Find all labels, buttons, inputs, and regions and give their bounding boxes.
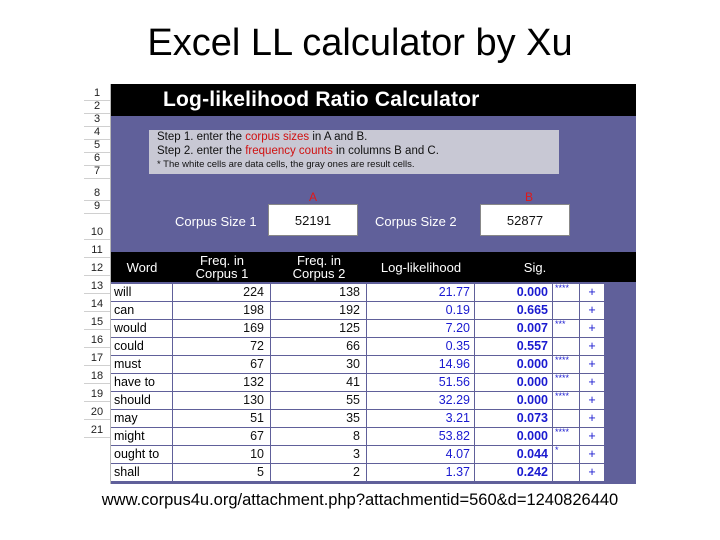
table-row (111, 356, 636, 374)
step1-suffix: in A and B. (309, 131, 368, 143)
cell-freq2[interactable]: 30 (271, 356, 366, 373)
row-number: 20 (84, 402, 110, 420)
row-number: 19 (84, 384, 110, 402)
header-sig: Sig. (523, 259, 547, 275)
row-number: 1 (84, 84, 110, 101)
table-row (111, 446, 636, 464)
cell-freq2[interactable]: 3 (271, 446, 366, 463)
table-row (111, 302, 636, 320)
cell-sig: 0.000 (475, 356, 552, 373)
step2-text: Step 2. enter the (157, 145, 246, 157)
cell-sig: 0.007 (475, 320, 552, 337)
cell-ll: 51.56 (367, 374, 474, 391)
cell-sig: 0.000 (475, 284, 552, 301)
column-a-label: A (308, 190, 317, 204)
column-b-label: B (524, 190, 533, 204)
table-row (111, 392, 636, 410)
cell-sig: 0.073 (475, 410, 552, 427)
header-freq1 (173, 252, 271, 282)
cell-direction: + (580, 410, 604, 427)
cell-stars (553, 338, 579, 355)
row-number: 11 (84, 240, 110, 258)
row-number-column (84, 84, 111, 484)
row-number: 6 (84, 153, 110, 166)
cell-word[interactable]: can (111, 302, 172, 319)
cell-ll: 0.35 (367, 338, 474, 355)
cell-sig: 0.044 (475, 446, 552, 463)
calculator-title: Log-likelihood Ratio Calculator (163, 88, 480, 111)
cell-stars: **** (553, 374, 579, 391)
table-row (111, 428, 636, 446)
corpus-size-1-label: Corpus Size 1 (175, 214, 257, 229)
cell-freq1[interactable]: 132 (173, 374, 270, 391)
cell-direction: + (580, 302, 604, 319)
cell-word[interactable]: shall (111, 464, 172, 481)
row-number: 7 (84, 166, 110, 179)
cell-stars (553, 410, 579, 427)
cell-direction: + (580, 338, 604, 355)
calculator-panel (111, 84, 636, 484)
cell-sig: 0.000 (475, 374, 552, 391)
cell-ll: 4.07 (367, 446, 474, 463)
table-row (111, 464, 636, 482)
cell-word[interactable]: might (111, 428, 172, 445)
step1-highlight: corpus sizes (245, 131, 310, 143)
cell-sig: 0.242 (475, 464, 552, 481)
row-number: 5 (84, 140, 110, 153)
table-row (111, 410, 636, 428)
cell-sig: 0.000 (475, 428, 552, 445)
step2-suffix: in columns B and C. (332, 145, 439, 157)
cell-freq1[interactable]: 10 (173, 446, 270, 463)
corpus-size-2-input[interactable]: 52877 (480, 204, 570, 236)
instruction-step1 (157, 130, 559, 144)
row-number: 15 (84, 312, 110, 330)
corpus-size-2-label: Corpus Size 2 (375, 214, 457, 229)
cell-sig: 0.665 (475, 302, 552, 319)
row-number: 2 (84, 101, 110, 114)
header-freq2-line1: Freq. in (296, 253, 342, 268)
step1-text: Step 1. enter the (157, 131, 246, 143)
cell-word[interactable]: may (111, 410, 172, 427)
table-row (111, 374, 636, 392)
cell-ll: 14.96 (367, 356, 474, 373)
row-number: 8 (84, 179, 110, 201)
cell-ll: 32.29 (367, 392, 474, 409)
cell-stars (553, 464, 579, 481)
table-row (111, 320, 636, 338)
cell-freq2[interactable]: 66 (271, 338, 366, 355)
cell-ll: 7.20 (367, 320, 474, 337)
table-row (111, 284, 636, 302)
header-word: Word (126, 259, 158, 275)
table-header (111, 252, 636, 282)
cell-freq1[interactable]: 224 (173, 284, 270, 301)
cell-word[interactable]: must (111, 356, 172, 373)
row-number: 4 (84, 127, 110, 140)
step2-highlight: frequency counts (245, 145, 333, 157)
cell-ll: 21.77 (367, 284, 474, 301)
row-number: 21 (84, 420, 110, 438)
cell-stars (553, 302, 579, 319)
cell-stars: **** (553, 428, 579, 445)
spreadsheet (84, 84, 636, 484)
cell-direction: + (580, 320, 604, 337)
header-freq1-line2: Corpus 1 (195, 266, 249, 281)
cell-freq2[interactable]: 2 (271, 464, 366, 481)
cell-freq2[interactable]: 138 (271, 284, 366, 301)
instructions-box (149, 130, 559, 174)
cell-freq1[interactable]: 67 (173, 428, 270, 445)
cell-direction: + (580, 356, 604, 373)
cell-word[interactable]: ought to (111, 446, 172, 463)
instruction-step2 (157, 144, 559, 158)
cell-direction: + (580, 284, 604, 301)
row-number: 16 (84, 330, 110, 348)
cell-freq1[interactable]: 169 (173, 320, 270, 337)
instruction-note: * The white cells are data cells, the gray ones are result cells. (157, 159, 415, 170)
cell-freq1[interactable]: 5 (173, 464, 270, 481)
cell-ll: 53.82 (367, 428, 474, 445)
header-log-likelihood: Log-likelihood (380, 259, 462, 275)
cell-freq2[interactable]: 125 (271, 320, 366, 337)
header-freq2-line2: Corpus 2 (292, 266, 346, 281)
cell-ll: 3.21 (367, 410, 474, 427)
cell-sig: 0.000 (475, 392, 552, 409)
row-number: 12 (84, 258, 110, 276)
cell-freq2[interactable]: 192 (271, 302, 366, 319)
row-number: 17 (84, 348, 110, 366)
cell-stars: **** (553, 392, 579, 409)
cell-freq2[interactable]: 8 (271, 428, 366, 445)
slide-title: Excel LL calculator by Xu (147, 22, 573, 64)
corpus-size-1-input[interactable]: 52191 (268, 204, 358, 236)
cell-stars: * (553, 446, 579, 463)
cell-freq1[interactable]: 198 (173, 302, 270, 319)
cell-direction: + (580, 464, 604, 481)
cell-stars: **** (553, 284, 579, 301)
cell-direction: + (580, 446, 604, 463)
cell-word[interactable]: could (111, 338, 172, 355)
cell-freq2[interactable]: 55 (271, 392, 366, 409)
row-number: 18 (84, 366, 110, 384)
cell-word[interactable]: will (111, 284, 172, 301)
row-number: 14 (84, 294, 110, 312)
table-row (111, 338, 636, 356)
cell-freq1[interactable]: 130 (173, 392, 270, 409)
cell-sig: 0.557 (475, 338, 552, 355)
cell-ll: 1.37 (367, 464, 474, 481)
cell-freq1[interactable]: 51 (173, 410, 270, 427)
cell-freq2[interactable]: 35 (271, 410, 366, 427)
cell-freq2[interactable]: 41 (271, 374, 366, 391)
source-url: www.corpus4u.org/attachment.php?attachmentid=560&d=1240826440 (101, 491, 619, 509)
row-number: 13 (84, 276, 110, 294)
header-freq1-line1: Freq. in (199, 253, 245, 268)
row-number: 9 (84, 201, 110, 214)
cell-ll: 0.19 (367, 302, 474, 319)
cell-freq1[interactable]: 67 (173, 356, 270, 373)
cell-stars: *** (553, 320, 579, 337)
cell-word[interactable]: have to (111, 374, 172, 391)
cell-stars: **** (553, 356, 579, 373)
row-number: 3 (84, 114, 110, 127)
cell-freq1[interactable]: 72 (173, 338, 270, 355)
row-number: 10 (84, 214, 110, 240)
cell-direction: + (580, 392, 604, 409)
title-banner (111, 84, 636, 116)
cell-word[interactable]: should (111, 392, 172, 409)
header-freq2 (271, 252, 367, 282)
cell-direction: + (580, 374, 604, 391)
cell-direction: + (580, 428, 604, 445)
cell-word[interactable]: would (111, 320, 172, 337)
